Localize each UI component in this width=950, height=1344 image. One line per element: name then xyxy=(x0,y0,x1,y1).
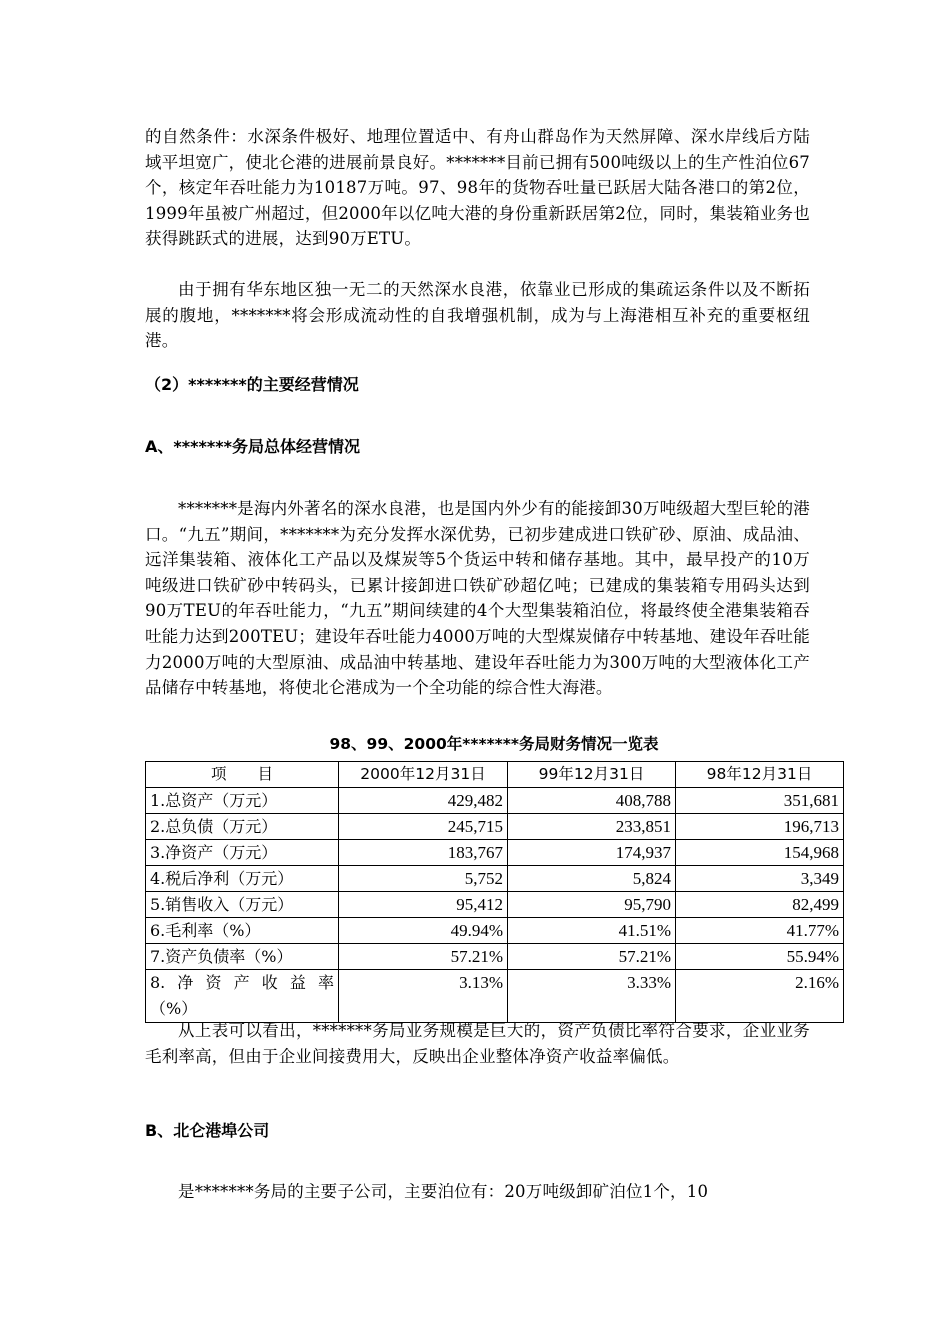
paragraph-beilun-subsidiary: 是*******务局的主要子公司，主要泊位有：20万吨级卸矿泊位1个，10 xyxy=(178,1182,709,1201)
cell-value-98: 82,499 xyxy=(676,892,844,918)
cell-value-99: 233,851 xyxy=(508,814,676,840)
cell-value-99: 174,937 xyxy=(508,840,676,866)
cell-value-98: 2.16% xyxy=(676,970,844,1023)
column-header-98: 98年12月31日 xyxy=(676,762,844,788)
row-label-line1: 8.净资产收益率 xyxy=(150,973,334,992)
table-header-row xyxy=(146,762,844,788)
cell-value-2000: 183,767 xyxy=(339,840,508,866)
table-row xyxy=(146,944,844,970)
paragraph-port-overview: *******是海内外著名的深水良港，也是国内外少有的能接卸30万吨级超大型巨轮的港口。“九五”期间，*******为充分发挥水深优势，已初步建成进口铁矿砂、原油、成品油、远洋集装箱、液体化工产品以及煤炭等5个货运中转和储存基地。其中，最早投产的10万吨级进口铁矿砂中转码头，已累计接卸进口铁矿砂超亿吨；已建成的集装箱专用码头达到90万TEU的年吞吐能力，“九五”期间续建的4个大型集装箱泊位，将最终使全港集装箱吞吐能力达到200TEU；建设年吞吐能力4000万吨的大型煤炭储存中转基地、建设年吞吐能力2000万吨的大型原油、成品油中转基地、建设年吞吐能力为300万吨的大型液体化工产品储存中转基地，将使北仑港成为一个全功能的综合性大海港。 xyxy=(145,499,810,698)
cell-value-98: 55.94% xyxy=(676,944,844,970)
cell-value-98: 154,968 xyxy=(676,840,844,866)
cell-value-98: 3,349 xyxy=(676,866,844,892)
cell-value-2000: 3.13% xyxy=(339,970,508,1023)
row-label: 6.毛利率（%） xyxy=(146,918,339,944)
row-label-line2: （%） xyxy=(150,999,198,1018)
cell-value-99: 3.33% xyxy=(508,970,676,1023)
financial-table xyxy=(145,761,844,1023)
paragraph-deep-water-port: 由于拥有华东地区独一无二的天然深水良港，依靠业已形成的集疏运条件以及不断拓展的腹地，*******将会形成流动性的自我增强机制，成为与上海港相互补充的重要枢纽港。 xyxy=(145,280,810,351)
row-label: 2.总负债（万元） xyxy=(146,814,339,840)
section-heading-overall: A、*******务局总体经营情况 xyxy=(145,437,360,456)
section-heading-operations: （2）*******的主要经营情况 xyxy=(145,375,359,394)
cell-value-99: 41.51% xyxy=(508,918,676,944)
table-row xyxy=(146,866,844,892)
table-row xyxy=(146,814,844,840)
table-row xyxy=(146,970,844,1023)
section-heading-beilun: B、北仑港埠公司 xyxy=(145,1121,270,1140)
row-label: 5.销售收入（万元） xyxy=(146,892,339,918)
column-header-2000: 2000年12月31日 xyxy=(339,762,508,788)
table-row xyxy=(146,788,844,814)
paragraph-table-analysis: 从上表可以看出，*******务局业务规模是巨大的，资产负债比率符合要求，企业业务毛利率高，但由于企业间接费用大，反映出企业整体净资产收益率偏低。 xyxy=(145,1021,810,1066)
row-label: 7.资产负债率（%） xyxy=(146,944,339,970)
paragraph-natural-conditions: 的自然条件：水深条件极好、地理位置适中、有舟山群岛作为天然屏障、深水岸线后方陆域平坦宽广，使北仑港的进展前景良好。*******目前已拥有500吨级以上的生产性泊位67个，核定年吞吐能力为10187万吨。97、98年的货物吞吐量已跃居大陆各港口的第2位，1999年虽被广州超过，但2000年以亿吨大港的身份重新跃居第2位，同时，集装箱业务也获得跳跃式的进展，达到90万ETU。 xyxy=(145,127,810,249)
cell-value-99: 57.21% xyxy=(508,944,676,970)
cell-value-2000: 57.21% xyxy=(339,944,508,970)
cell-value-99: 5,824 xyxy=(508,866,676,892)
cell-value-2000: 49.94% xyxy=(339,918,508,944)
table-row xyxy=(146,918,844,944)
cell-value-99: 95,790 xyxy=(508,892,676,918)
cell-value-98: 41.77% xyxy=(676,918,844,944)
row-label xyxy=(146,970,339,1023)
cell-value-99: 408,788 xyxy=(508,788,676,814)
column-header-item: 项 目 xyxy=(146,762,339,788)
table-title: 98、99、2000年*******务局财务情况一览表 xyxy=(329,735,659,753)
column-header-99: 99年12月31日 xyxy=(508,762,676,788)
cell-value-2000: 5,752 xyxy=(339,866,508,892)
table-row xyxy=(146,892,844,918)
cell-value-98: 196,713 xyxy=(676,814,844,840)
cell-value-98: 351,681 xyxy=(676,788,844,814)
row-label: 1.总资产（万元） xyxy=(146,788,339,814)
row-label: 3.净资产（万元） xyxy=(146,840,339,866)
row-label: 4.税后净利（万元） xyxy=(146,866,339,892)
table-row xyxy=(146,840,844,866)
cell-value-2000: 245,715 xyxy=(339,814,508,840)
cell-value-2000: 429,482 xyxy=(339,788,508,814)
cell-value-2000: 95,412 xyxy=(339,892,508,918)
